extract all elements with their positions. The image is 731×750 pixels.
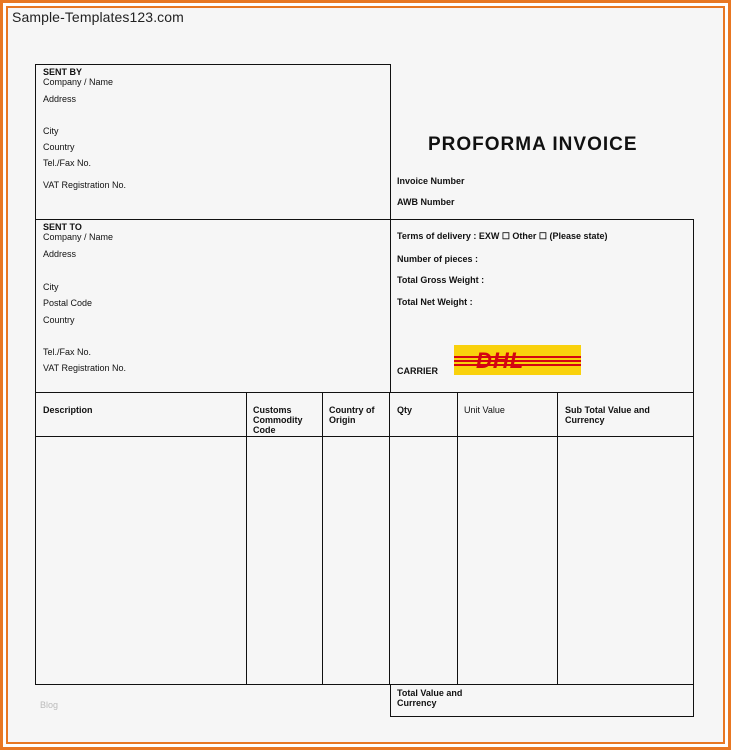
sent-to-city: City	[43, 282, 59, 292]
header-description: Description	[43, 405, 93, 415]
header-customs-code: Customs Commodity Code	[253, 405, 303, 435]
total-gross-weight: Total Gross Weight :	[397, 275, 485, 285]
site-watermark: Sample-Templates123.com	[12, 9, 184, 25]
sent-to-country: Country	[43, 315, 75, 325]
table-header-divider	[35, 436, 694, 437]
dhl-logo	[454, 345, 581, 375]
faint-blog-mark: Blog	[40, 700, 59, 710]
col-divider-1	[246, 392, 247, 685]
sent-to-address: Address	[43, 249, 77, 259]
header-subtotal: Sub Total Value and Currency	[565, 405, 650, 425]
sent-by-company: Company / Name	[43, 77, 114, 87]
col-divider-4	[457, 392, 458, 685]
sent-by-country: Country	[43, 142, 75, 152]
carrier-label: CARRIER	[397, 366, 439, 376]
total-value-label: Total Value and Currency	[397, 688, 463, 708]
sent-by-tel: Tel./Fax No.	[43, 158, 92, 168]
col-divider-2	[322, 392, 323, 685]
sent-by-vat: VAT Registration No.	[43, 180, 127, 190]
sent-to-postal: Postal Code	[43, 298, 93, 308]
dhl-logo-text: DHL	[476, 348, 525, 373]
sent-by-heading: SENT BY	[43, 67, 83, 77]
header-qty: Qty	[397, 405, 413, 415]
sent-by-box	[35, 64, 391, 220]
col-divider-5	[557, 392, 558, 685]
terms-of-delivery: Terms of delivery : EXW ☐ Other ☐ (Please state)	[397, 231, 608, 241]
col-divider-3	[389, 392, 390, 685]
awb-number-label: AWB Number	[397, 197, 455, 207]
sent-to-heading: SENT TO	[43, 222, 82, 232]
page-title: PROFORMA INVOICE	[428, 134, 638, 155]
sent-by-city: City	[43, 126, 59, 136]
invoice-number-label: Invoice Number	[397, 176, 465, 186]
header-unit-value: Unit Value	[464, 405, 505, 415]
total-net-weight: Total Net Weight :	[397, 297, 473, 307]
sent-to-company: Company / Name	[43, 232, 114, 242]
sent-to-vat: VAT Registration No.	[43, 363, 127, 373]
header-country-of-origin: Country of Origin	[329, 405, 375, 425]
sent-by-address: Address	[43, 94, 77, 104]
number-of-pieces: Number of pieces :	[397, 254, 479, 264]
sent-to-tel: Tel./Fax No.	[43, 347, 92, 357]
